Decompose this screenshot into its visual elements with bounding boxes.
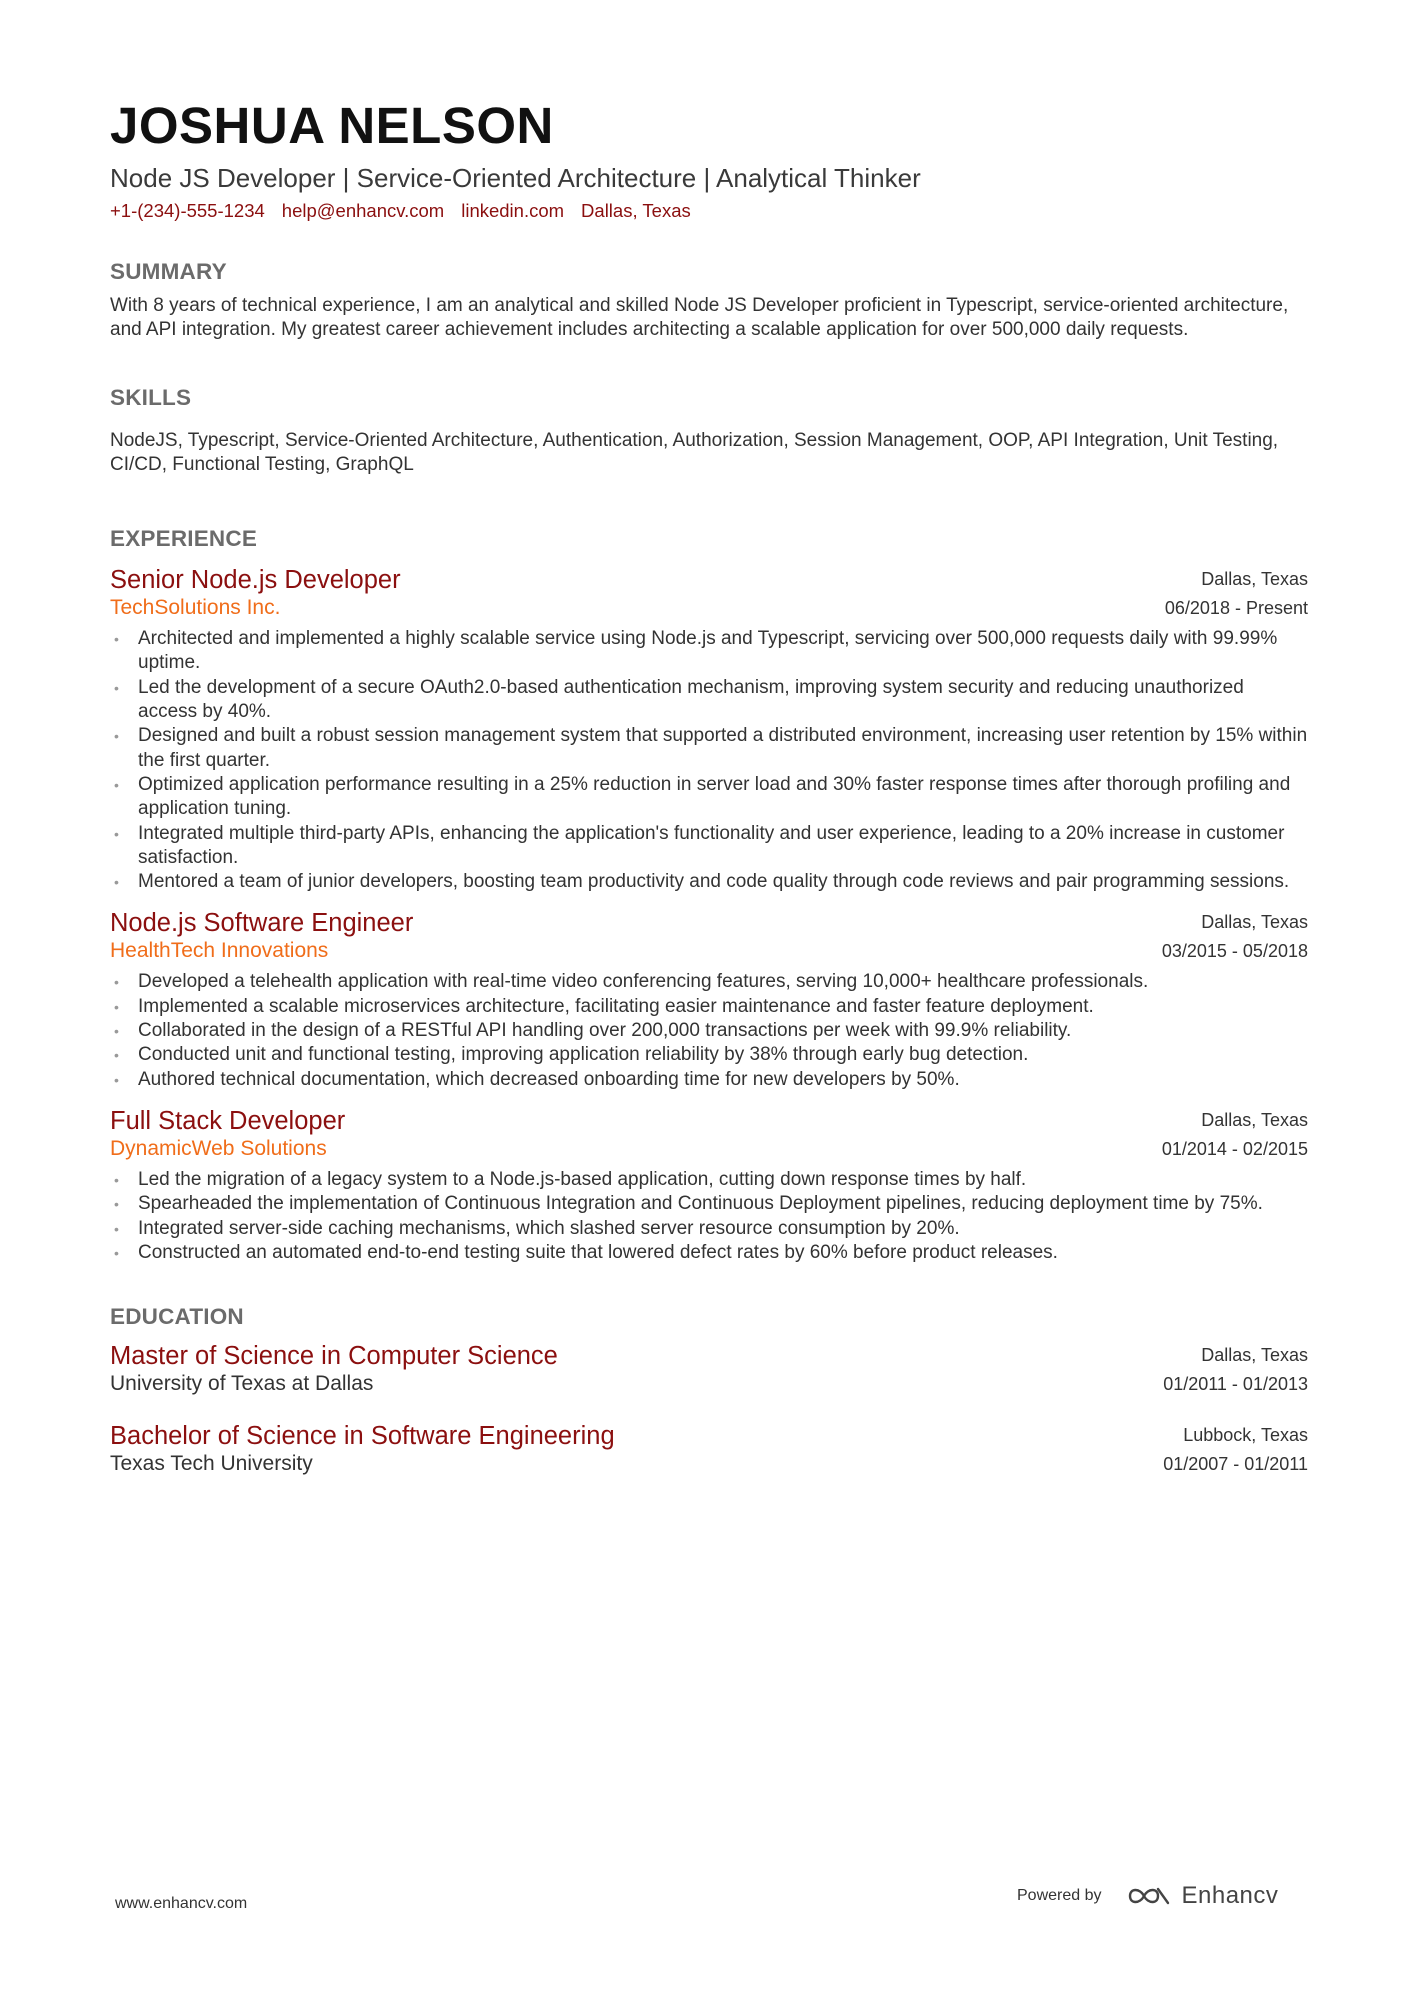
job-meta: [1162, 908, 1308, 966]
contact-linkedin[interactable]: linkedin.com: [461, 200, 565, 221]
job-title-block: [110, 908, 413, 964]
job-dates: 03/2015 - 05/2018: [1161, 941, 1308, 962]
job-bullet: • Optimized application performance resulting in a 25% reduction in server load and 30% faster response times after thorough profiling and application tuning.: [110, 773, 1308, 822]
job-bullets: [110, 970, 1308, 1091]
education-heading: EDUCATION: [110, 1304, 244, 1330]
contact-email[interactable]: help@enhancv.com: [281, 200, 445, 221]
brand-name: Enhancv: [1181, 1882, 1279, 1909]
experience-section: [110, 525, 1308, 1265]
summary-heading: SUMMARY: [110, 259, 227, 284]
job-bullets: [110, 627, 1308, 894]
job-header: [110, 1106, 1308, 1164]
job-meta: [1162, 1106, 1308, 1164]
job-bullet: • Constructed an automated end-to-end testing suite that lowered defect rates by 60% before product releases.: [110, 1241, 1308, 1265]
job-bullet: • Integrated server-side caching mechanisms, which slashed server resource consumption by 20%.: [110, 1217, 1308, 1241]
education-header: [110, 1421, 1308, 1479]
job-entry: [110, 908, 1308, 1091]
job-meta: [1165, 565, 1308, 623]
education-degree: Master of Science in Computer Science: [110, 1342, 558, 1371]
job-dates: 06/2018 - Present: [1164, 598, 1308, 619]
job-title-block: [110, 1106, 345, 1162]
skills-text: NodeJS, Typescript, Service-Oriented Architecture, Authentication, Authorization, Session Management, OOP, API Integration, Unit Testing, CI/CD, Functional Testing, GraphQL: [110, 429, 1279, 475]
education-title-block: [110, 1421, 615, 1477]
job-bullet: • Integrated multiple third-party APIs, enhancing the application's functionality and user experience, leading to a 20% increase in customer satisfaction.: [110, 822, 1308, 871]
job-location: Dallas, Texas: [1201, 569, 1308, 590]
summary-text: With 8 years of technical experience, I am an analytical and skilled Node JS Developer proficient in Typescript, service-oriented architecture, and API integration. My greatest career achievement includes architecting a scalable application for over 500,000 daily requests.: [110, 295, 1289, 341]
job-header: [110, 565, 1308, 623]
job-bullet: • Authored technical documentation, which decreased onboarding time for new developers by 50%.: [110, 1068, 1308, 1092]
education-dates: 01/2011 - 01/2013: [1163, 1374, 1308, 1395]
education-title-block: [110, 1341, 558, 1397]
job-header: [110, 908, 1308, 966]
job-bullet: • Conducted unit and functional testing, improving application reliability by 38% through early bug detection.: [110, 1043, 1308, 1067]
job-entry: [110, 1106, 1308, 1265]
job-bullet: • Designed and built a robust session management system that supported a distributed environment, increasing user retention by 15% within the first quarter.: [110, 724, 1308, 773]
job-bullet: • Spearheaded the implementation of Continuous Integration and Continuous Deployment pipelines, reducing deployment time by 75%.: [110, 1192, 1308, 1216]
job-role: Senior Node.js Developer: [110, 566, 401, 595]
resume-page: [110, 96, 1308, 1479]
contact-location: Dallas, Texas: [581, 200, 691, 221]
education-entry: [110, 1421, 1308, 1479]
education-meta: [1163, 1341, 1308, 1399]
skills-heading: SKILLS: [110, 384, 192, 410]
skills-section: [110, 384, 1308, 478]
enhancv-logo-icon: [1126, 1883, 1172, 1909]
job-bullet: • Implemented a scalable microservices architecture, facilitating easier maintenance and faster feature deployment.: [110, 995, 1308, 1019]
contact-line: [110, 198, 1308, 224]
job-role: Full Stack Developer: [110, 1106, 346, 1135]
footer-website[interactable]: www.enhancv.com: [115, 1895, 248, 1912]
job-entry: [110, 565, 1308, 894]
job-bullet: • Architected and implemented a highly scalable service using Node.js and Typescript, servicing over 500,000 requests daily with 99.99% uptime.: [110, 627, 1308, 676]
summary-section: [110, 258, 1308, 343]
candidate-tagline: Node JS Developer | Service-Oriented Architecture | Analytical Thinker: [110, 163, 921, 193]
job-company: HealthTech Innovations: [110, 939, 329, 963]
job-location: Dallas, Texas: [1201, 912, 1308, 933]
job-bullet: • Led the development of a secure OAuth2.0-based authentication mechanism, improving system security and reducing unauthorized access by 40%.: [110, 676, 1308, 725]
job-role: Node.js Software Engineer: [110, 909, 414, 938]
candidate-name: JOSHUA NELSON: [110, 97, 554, 154]
education-school: Texas Tech University: [110, 1452, 313, 1476]
job-title-block: [110, 565, 401, 621]
footer-branding: [1017, 1882, 1278, 1910]
education-meta: [1163, 1421, 1308, 1479]
education-degree: Bachelor of Science in Software Engineering: [110, 1422, 615, 1451]
job-bullet: • Collaborated in the design of a RESTful API handling over 200,000 transactions per week with 99.9% reliability.: [110, 1019, 1308, 1043]
education-dates: 01/2007 - 01/2011: [1163, 1454, 1308, 1475]
education-location: Lubbock, Texas: [1183, 1425, 1308, 1446]
powered-by-label: Powered by: [1017, 1887, 1102, 1904]
education-location: Dallas, Texas: [1201, 1345, 1308, 1366]
job-bullet: • Mentored a team of junior developers, boosting team productivity and code quality through code reviews and pair programming sessions.: [110, 870, 1308, 894]
education-header: [110, 1341, 1308, 1399]
contact-phone[interactable]: +1-(234)-555-1234: [110, 200, 265, 221]
job-company: TechSolutions Inc.: [110, 596, 281, 620]
job-dates: 01/2014 - 02/2015: [1161, 1138, 1308, 1159]
education-section: [110, 1303, 1308, 1479]
job-company: DynamicWeb Solutions: [110, 1136, 327, 1160]
job-bullets: [110, 1168, 1308, 1265]
experience-heading: EXPERIENCE: [110, 526, 258, 552]
education-entry: [110, 1341, 1308, 1399]
job-bullet: • Led the migration of a legacy system to a Node.js-based application, cutting down response times by half.: [110, 1168, 1308, 1192]
education-school: University of Texas at Dallas: [110, 1372, 374, 1396]
job-location: Dallas, Texas: [1201, 1109, 1308, 1130]
job-bullet: • Developed a telehealth application with real-time video conferencing features, serving 10,000+ healthcare professionals.: [110, 970, 1308, 994]
